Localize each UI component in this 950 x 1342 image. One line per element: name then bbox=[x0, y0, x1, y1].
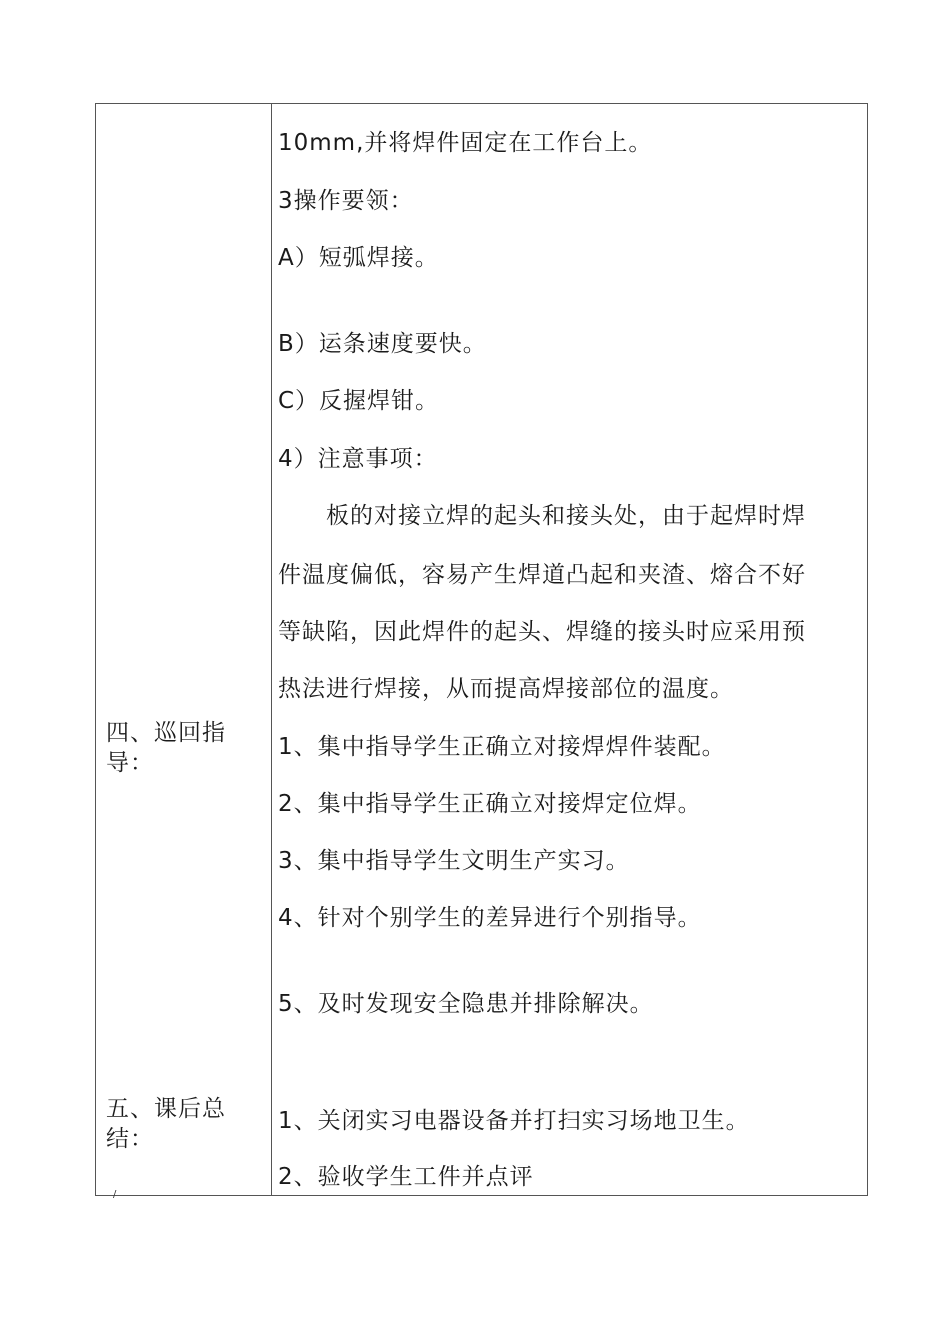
summary-item: 1、关闭实习电器设备并打扫实习场地卫生。 bbox=[278, 1108, 750, 1134]
paragraph-line: 热法进行焊接，从而提高焊接部位的温度。 bbox=[278, 676, 734, 702]
paragraph-line: 板的对接立焊的起头和接头处，由于起焊时焊 bbox=[278, 503, 806, 529]
guidance-item: 2、集中指导学生正确立对接焊定位焊。 bbox=[278, 791, 702, 817]
lesson-table bbox=[95, 103, 868, 1200]
text-line: 4）注意事项： bbox=[278, 446, 438, 472]
section-label-patrol-guidance: 四、巡回指导： bbox=[106, 720, 226, 776]
text-line: B）运条速度要快。 bbox=[278, 331, 487, 357]
section-label-after-class-summary: 五、课后总结： bbox=[106, 1096, 226, 1152]
text-line: C）反握焊钳。 bbox=[278, 388, 440, 414]
text-line: 3操作要领： bbox=[278, 188, 414, 214]
column-divider bbox=[271, 104, 272, 1195]
stray-mark: / bbox=[113, 1189, 117, 1200]
paragraph-line: 件温度偏低，容易产生焊道凸起和夹渣、熔合不好 bbox=[278, 562, 806, 588]
text-line: 10mm,并将焊件固定在工作台上。 bbox=[278, 130, 653, 156]
paragraph-line: 等缺陷，因此焊件的起头、焊缝的接头时应采用预 bbox=[278, 619, 806, 645]
text-line: A）短弧焊接。 bbox=[278, 245, 439, 271]
guidance-item: 3、集中指导学生文明生产实习。 bbox=[278, 848, 630, 874]
summary-item: 2、验收学生工件并点评 bbox=[278, 1164, 534, 1190]
guidance-item: 4、针对个别学生的差异进行个别指导。 bbox=[278, 905, 702, 931]
guidance-item: 1、集中指导学生正确立对接焊焊件装配。 bbox=[278, 734, 726, 760]
guidance-item: 5、及时发现安全隐患并排除解决。 bbox=[278, 991, 654, 1017]
